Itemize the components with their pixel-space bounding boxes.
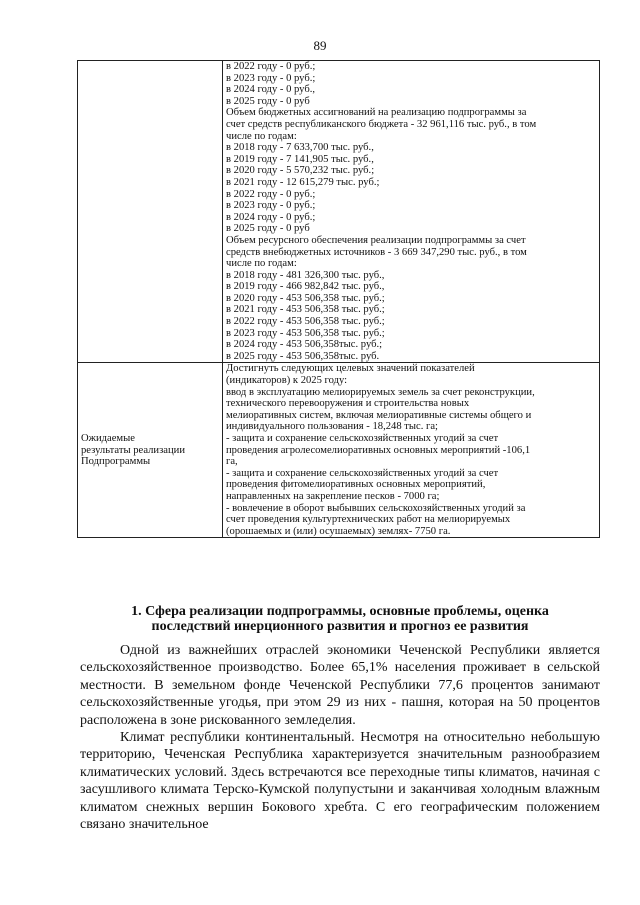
funding-line: числе по годам:: [226, 258, 297, 270]
funding-line: числе по годам:: [226, 130, 297, 142]
empty-label-cell: [78, 61, 223, 363]
section-title-line: последствий инерционного развития и прогноз ее развития: [151, 619, 529, 634]
section-title-line: 1. Сфера реализации подпрограммы, основные проблемы, оценка: [131, 604, 549, 619]
funding-line: в 2018 году - 481 326,300 тыс. руб.,: [226, 269, 385, 281]
results-line: направленных на закрепление песков - 7000 га;: [226, 490, 440, 502]
results-line: (индикаторов) к 2025 году:: [226, 375, 348, 387]
funding-line: счет средств республиканского бюджета - 32 961,116 тыс. руб., в том: [226, 118, 537, 130]
results-line: мелиоративных систем, включая мелиоративные системы общего и: [226, 409, 532, 421]
paragraph: Одной из важнейших отраслей экономики Чеченской Республики является сельскохозяйственное производство. Более 65,1% населения проживает в сельской местности. В земельном фонде Чеченской Республики 77,6 процентов занимают сельскохозяйственные угодья, при этом 29 из них - пашня, которая на 50 процентов расположена в зоне рискованного земледелия.: [80, 643, 600, 728]
funding-line: в 2020 году - 5 570,232 тыс. руб.;: [226, 165, 375, 177]
funding-line: в 2019 году - 7 141,905 тыс. руб.,: [226, 153, 374, 165]
table-row-results: [78, 363, 600, 538]
results-line: - защита и сохранение сельскохозяйственных угодий за счет: [226, 433, 499, 444]
funding-line: в 2022 году - 0 руб.;: [226, 61, 316, 72]
funding-line: в 2018 году - 7 633,700 тыс. руб.,: [226, 142, 374, 154]
funding-line: в 2023 году - 0 руб.;: [226, 72, 316, 84]
results-label-cell: [78, 363, 223, 538]
paragraph: Климат республики континентальный. Несмотря на относительно небольшую территорию, Чеченская Республика характеризуется значительным разнообразием климатических условий. Здесь встречаются все переходные типы климатов, начиная с засушливого климата Терско-Кумской полупустыни и заканчивая холодным влажным климатом снежных вершин Бокового хребта. С его географическим положением связано значительное: [80, 730, 600, 833]
section-title: [80, 604, 600, 634]
funding-line: в 2025 году - 0 руб: [226, 95, 310, 107]
results-line: счет проведения культуртехнических работ на мелиорируемых: [226, 514, 511, 526]
funding-line: в 2022 году - 453 506,358 тыс. руб.;: [226, 316, 385, 328]
funding-line: средств внебюджетных источников - 3 669 347,290 тыс. руб., в том: [226, 246, 527, 258]
results-line: га,: [226, 456, 238, 468]
funding-line: в 2020 году - 453 506,358 тыс. руб.;: [226, 292, 385, 304]
funding-line: в 2024 году - 0 руб.;: [226, 211, 316, 223]
results-line: - вовлечение в оборот выбывших сельскохозяйственных угодий за: [226, 502, 526, 514]
funding-line: Объем бюджетных ассигнований на реализацию подпрограммы за: [226, 107, 527, 119]
funding-line: в 2024 году - 0 руб.,: [226, 84, 316, 96]
funding-line: в 2024 году - 453 506,358тыс. руб.;: [226, 339, 383, 351]
funding-line: в 2023 году - 453 506,358 тыс. руб.;: [226, 327, 385, 339]
table-row-funding: [78, 61, 600, 363]
program-passport-table: [77, 60, 600, 538]
results-line: (орошаемых и (или) осушаемых) землях- 7750 га.: [226, 525, 451, 537]
results-line: индивидуального пользования - 18,248 тыс. га;: [226, 421, 439, 433]
results-line: ввод в эксплуатацию мелиорируемых земель за счет реконструкции,: [226, 386, 535, 398]
results-line: проведения фитомелиоративных основных мероприятий,: [226, 479, 486, 491]
results-line: технического перевооружения и строительства новых: [226, 398, 470, 410]
results-label-line: Ожидаемые: [81, 433, 135, 444]
page-number: 89: [313, 38, 327, 53]
results-line: проведения агролесомелиоративных основных мероприятий -106,1: [226, 444, 531, 456]
results-label-line: Подпрограммы: [81, 456, 151, 468]
funding-line: в 2025 году - 453 506,358тыс. руб.: [226, 350, 380, 362]
funding-line: в 2019 году - 466 982,842 тыс. руб.,: [226, 281, 385, 293]
funding-line: в 2025 году - 0 руб: [226, 223, 310, 235]
funding-line: Объем ресурсного обеспечения реализации подпрограммы за счет: [226, 234, 526, 246]
body-text: [80, 642, 600, 833]
funding-line: в 2022 году - 0 руб.;: [226, 188, 316, 200]
funding-line: в 2021 году - 12 615,279 тыс. руб.;: [226, 176, 380, 188]
results-line: Достигнуть следующих целевых значений показателей: [226, 363, 475, 375]
funding-line: в 2021 году - 453 506,358 тыс. руб.;: [226, 304, 385, 316]
results-cell: [223, 363, 600, 538]
funding-cell: [223, 61, 600, 363]
results-label-line: результаты реализации: [81, 444, 185, 456]
funding-line: в 2023 году - 0 руб.;: [226, 200, 316, 212]
results-line: - защита и сохранение сельскохозяйственных угодий за счет: [226, 467, 499, 479]
